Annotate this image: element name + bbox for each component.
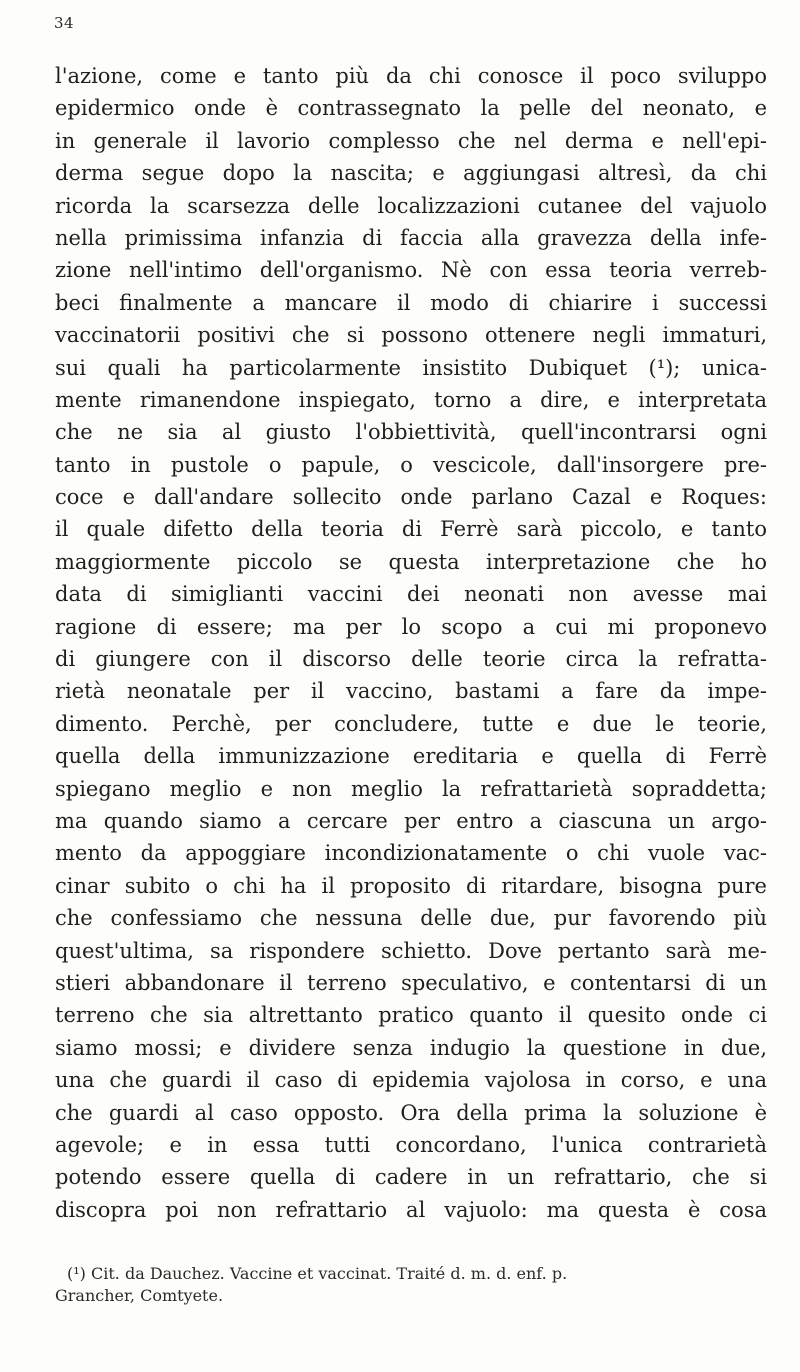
text-line: il quale difetto della teoria di Ferrè sarà piccolo, e tanto [55, 517, 767, 542]
text-line: discopra poi non refrattario al vajuolo: ma questa è cosa [55, 1197, 767, 1222]
text-line: sui quali ha particolarmente insistito Dubiquet (¹); unica- [55, 355, 767, 380]
text-line: in generale il lavorio complesso che nel derma e nell'epi- [55, 128, 767, 153]
text-line: ragione di essere; ma per lo scopo a cui mi proponevo [55, 614, 767, 639]
text-line: terreno che sia altrettanto pratico quanto il quesito onde ci [55, 1003, 767, 1028]
text-line: tanto in pustole o papule, o vescicole, dall'insorgere pre- [55, 452, 767, 477]
text-line: siamo mossi; e dividere senza indugio la questione in due, [55, 1035, 767, 1060]
footnote-line: (¹) Cit. da Dauchez. Vaccine et vaccinat. Traité d. m. d. enf. p. [67, 1264, 568, 1283]
text-line: spiegano meglio e non meglio la refrattarietà sopraddetta; [55, 776, 767, 801]
text-line: che confessiamo che nessuna delle due, pur favorendo più [55, 906, 767, 931]
text-line: coce e dall'andare sollecito onde parlano Cazal e Roques: [55, 485, 767, 510]
text-line: che guardi al caso opposto. Ora della prima la soluzione è [55, 1100, 767, 1125]
text-line: che ne sia al giusto l'obbiettività, quell'incontrarsi ogni [55, 420, 767, 445]
text-line: rietà neonatale per il vaccino, bastami a fare da impe- [55, 679, 767, 704]
text-line: epidermico onde è contrassegnato la pelle del neonato, e [55, 96, 767, 121]
text-line: quella della immunizzazione ereditaria e quella di Ferrè [55, 744, 767, 769]
text-line: zione nell'intimo dell'organismo. Nè con essa teoria verreb- [55, 258, 767, 283]
text-line: l'azione, come e tanto più da chi conosce il poco sviluppo [55, 64, 767, 88]
text-line: maggiormente piccolo se questa interpretazione che ho [55, 549, 767, 574]
text-line: nella primissima infanzia di faccia alla gravezza della infe- [55, 225, 767, 250]
text-line: beci finalmente a mancare il modo di chiarire i successi [55, 290, 767, 315]
text-line: data di simiglianti vaccini dei neonati non avesse mai [55, 582, 767, 607]
text-line: agevole; e in essa tutti concordano, l'unica contrarietà [55, 1132, 767, 1157]
text-line: mente rimanendone inspiegato, torno a dire, e interpretata [55, 387, 767, 412]
text-line: derma segue dopo la nascita; e aggiungasi altresì, da chi [55, 161, 767, 186]
page-number: 34 [54, 14, 75, 32]
text-line: di giungere con il discorso delle teorie circa la refratta- [55, 647, 767, 672]
text-line: ma quando siamo a cercare per entro a ciascuna un argo- [55, 808, 767, 833]
body-text [55, 60, 767, 1226]
text-line: una che guardi il caso di epidemia vajolosa in corso, e una [55, 1068, 767, 1093]
text-line: ricorda la scarsezza delle localizzazioni cutanee del vajuolo [55, 193, 767, 218]
text-line: stieri abbandonare il terreno speculativo, e contentarsi di un [55, 970, 767, 995]
text-line: cinar subito o chi ha il proposito di ritardare, bisogna pure [55, 873, 767, 898]
text-line: mento da appoggiare incondizionatamente o chi vuole vac- [55, 841, 767, 866]
text-line: potendo essere quella di cadere in un refrattario, che si [55, 1165, 767, 1190]
footnote-line: Grancher, Comtyete. [55, 1286, 224, 1305]
footnote [55, 1263, 767, 1307]
text-line: dimento. Perchè, per concludere, tutte e due le teorie, [55, 711, 767, 736]
text-line: vaccinatorii positivi che si possono ottenere negli immaturi, [55, 323, 767, 348]
text-line: quest'ultima, sa rispondere schietto. Dove pertanto sarà me- [55, 938, 767, 963]
